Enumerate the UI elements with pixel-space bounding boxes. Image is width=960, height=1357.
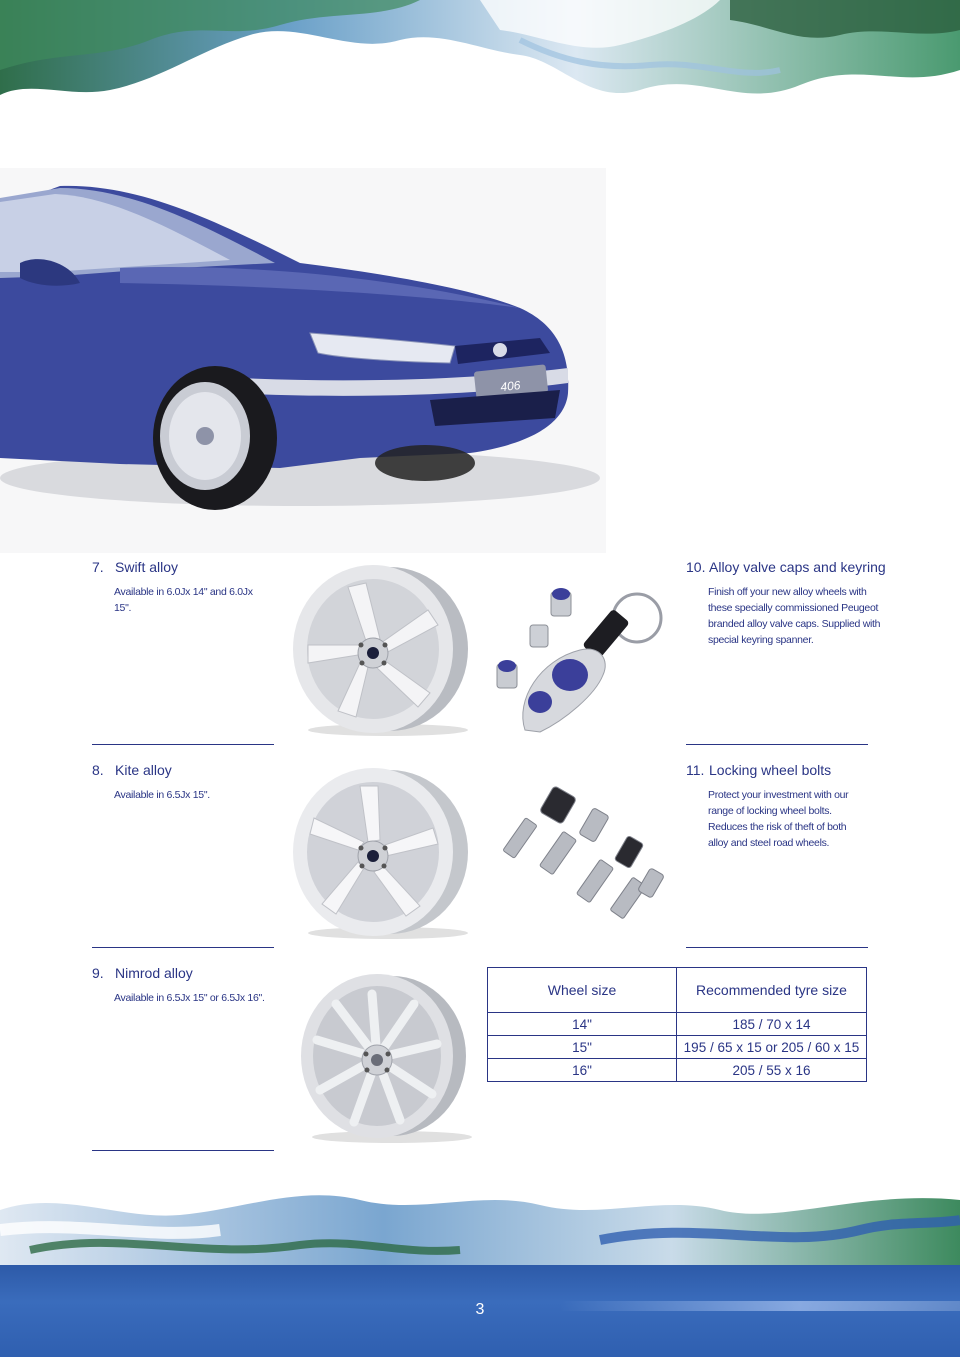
item-title-text: Locking wheel bolts (709, 762, 832, 778)
divider (92, 744, 274, 745)
peugeot-406-car-photo (0, 168, 606, 553)
item-description-kite-alloy: Available in 6.5Jx 15". (114, 789, 210, 801)
item-title-locking-bolts (686, 762, 831, 778)
table-cell: 15" (488, 1036, 677, 1059)
locking-wheel-bolts-image (495, 780, 670, 935)
tyre-size-table (487, 967, 867, 1082)
valve-caps-keyring-image (485, 580, 670, 745)
table-cell: 185 / 70 x 14 (677, 1013, 867, 1036)
table-cell: 205 / 55 x 16 (677, 1059, 867, 1082)
divider (92, 1150, 274, 1151)
column-header-tyre-size: Recommended tyre size (677, 968, 867, 1013)
page-number: 3 (475, 1301, 485, 1318)
divider (686, 947, 868, 948)
divider (686, 744, 868, 745)
item-number: 9. (92, 965, 104, 981)
item-title-nimrod-alloy (92, 965, 193, 981)
divider (92, 947, 274, 948)
table-row (488, 1036, 867, 1059)
table-row (488, 1013, 867, 1036)
item-description-swift-alloy: Available in 6.0Jx 14" and 6.0Jx 15". (114, 586, 253, 614)
item-number: 8. (92, 762, 104, 778)
item-description-valve-caps: Finish off your new alloy wheels with these specially commissioned Peugeot branded alloy valve caps. Supplied with special keyring spanner. (708, 586, 881, 646)
item-number: 7. (92, 559, 104, 575)
column-header-wheel-size: Wheel size (488, 968, 677, 1013)
item-title-swift-alloy (92, 559, 178, 575)
bottom-decorative-banner (0, 1170, 960, 1270)
table-row (488, 1059, 867, 1082)
top-decorative-banner (0, 0, 960, 120)
item-number: 11. (686, 762, 705, 778)
nimrod-alloy-wheel-image (292, 972, 477, 1149)
car-badge: 406 (499, 378, 522, 395)
peugeot-badge-icon (493, 343, 507, 357)
item-title-valve-caps (686, 559, 886, 575)
table-header-row (488, 968, 867, 1013)
item-title-text: Nimrod alloy (115, 965, 193, 981)
item-title-text: Swift alloy (115, 559, 179, 575)
item-description-nimrod-alloy: Available in 6.5Jx 15" or 6.5Jx 16". (114, 992, 265, 1004)
item-title-text: Kite alloy (115, 762, 172, 778)
table-cell: 14" (488, 1013, 677, 1036)
table-cell: 16" (488, 1059, 677, 1082)
swift-alloy-wheel-image (288, 565, 473, 742)
item-title-kite-alloy (92, 762, 172, 778)
item-title-text: Alloy valve caps and keyring (709, 559, 886, 575)
item-description-locking-bolts: Protect your investment with our range of locking wheel bolts. Reduces the risk of theft of both alloy and steel road wheels. (708, 789, 849, 849)
kite-alloy-wheel-image (288, 768, 473, 945)
item-number: 10. (686, 559, 706, 575)
table-cell: 195 / 65 x 15 or 205 / 60 x 15 (677, 1036, 867, 1059)
